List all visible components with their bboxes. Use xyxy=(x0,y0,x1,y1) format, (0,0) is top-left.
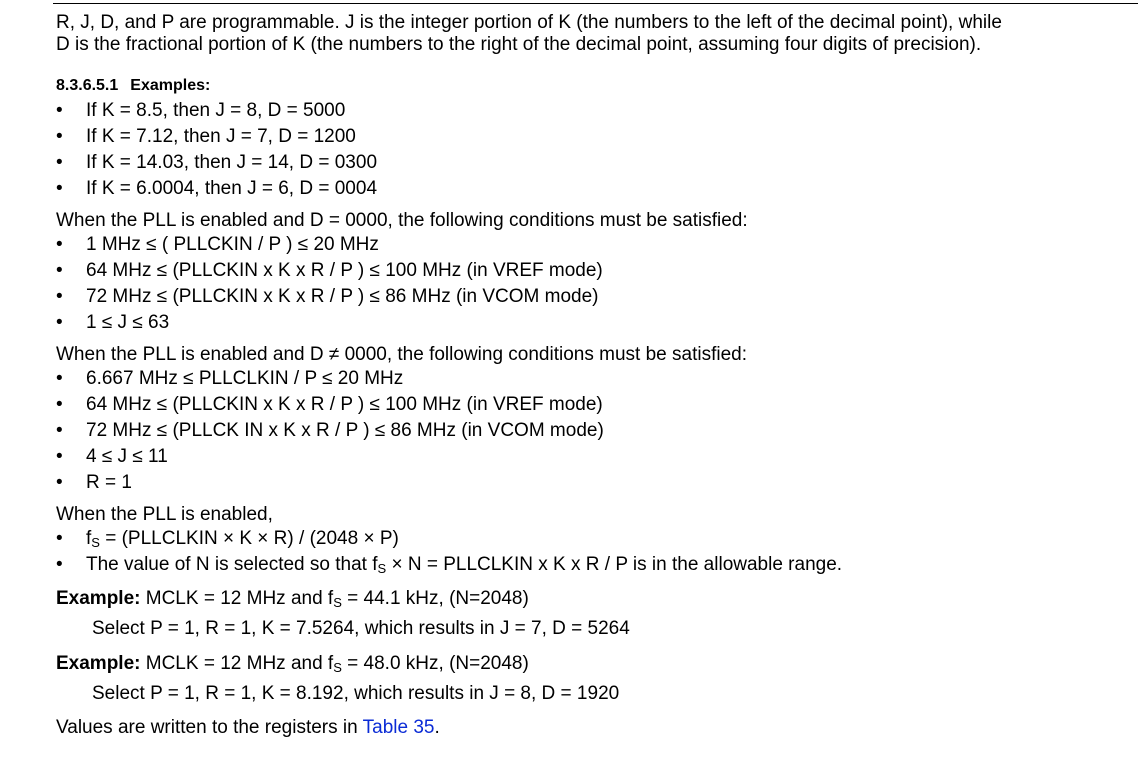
list-item-text: 64 MHz ≤ (PLLCKIN x K x R / P ) ≤ 100 MHz (in VREF mode) xyxy=(86,394,603,415)
closing-text: Values are written to the registers in xyxy=(56,717,363,738)
section-heading xyxy=(56,76,1126,96)
example-text: = 48.0 kHz, (N=2048) xyxy=(341,653,529,674)
example-label: Example: xyxy=(56,653,141,674)
enabled-list xyxy=(56,526,1126,578)
bullet-icon: • xyxy=(56,100,63,121)
fs-formula: = (PLLCLKIN × K × R) / (2048 × P) xyxy=(99,528,399,549)
bullet-icon: • xyxy=(56,312,63,333)
fs-symbol: f xyxy=(86,528,92,549)
fs-subscript: S xyxy=(377,561,387,576)
example-1 xyxy=(56,586,1126,616)
fs-subscript: S xyxy=(91,535,100,550)
bullet-icon: • xyxy=(56,152,63,173)
list-item-text: 72 MHz ≤ (PLLCKIN x K x R / P ) ≤ 86 MHz (in VCOM mode) xyxy=(86,286,599,307)
closing-line xyxy=(56,717,1126,739)
example-1-detail: Select P = 1, R = 1, K = 7.5264, which results in J = 7, D = 5264 xyxy=(92,618,630,639)
n-selection-rest: × N = PLLCLKIN x K x R / P is in the allowable range. xyxy=(386,554,843,575)
fs-subscript: S xyxy=(333,595,342,610)
list-item xyxy=(56,258,1126,284)
table-35-link[interactable]: Table 35 xyxy=(362,717,435,738)
bullet-icon: • xyxy=(56,286,63,307)
list-item xyxy=(56,310,1126,336)
list-item-text: 72 MHz ≤ (PLLCK IN x K x R / P ) ≤ 86 MHz (in VCOM mode) xyxy=(86,420,604,441)
example-2 xyxy=(56,651,1126,681)
bullet-icon: • xyxy=(56,554,63,575)
list-item-text: If K = 14.03, then J = 14, D = 0300 xyxy=(86,152,378,173)
bullet-icon: • xyxy=(56,420,63,441)
section-number: 8.3.6.5.1 xyxy=(56,77,119,94)
example-2-detail: Select P = 1, R = 1, K = 8.192, which results in J = 8, D = 1920 xyxy=(92,683,620,704)
intro-line-1: R, J, D, and P are programmable. J is the integer portion of K (the numbers to the left of the decimal point), while xyxy=(56,12,1002,33)
bullet-icon: • xyxy=(56,178,63,199)
list-item-text: 1 MHz ≤ ( PLLCKIN / P ) ≤ 20 MHz xyxy=(86,234,379,255)
n-selection-text: The value of N is selected so that f xyxy=(86,554,378,575)
header-rule xyxy=(53,3,1138,4)
closing-period: . xyxy=(434,717,440,738)
examples-list xyxy=(56,98,1126,202)
list-item xyxy=(56,418,1126,444)
list-item xyxy=(56,526,1126,552)
section-title: Examples: xyxy=(130,77,211,94)
list-item xyxy=(56,98,1126,124)
list-item-text: If K = 7.12, then J = 7, D = 1200 xyxy=(86,126,356,147)
example-text: = 44.1 kHz, (N=2048) xyxy=(341,588,529,609)
list-item-text: 1 ≤ J ≤ 63 xyxy=(86,312,170,333)
list-item-text: If K = 6.0004, then J = 6, D = 0004 xyxy=(86,178,378,199)
example-text: MCLK = 12 MHz and f xyxy=(140,588,334,609)
bullet-icon: • xyxy=(56,528,63,549)
example-label: Example: xyxy=(56,588,141,609)
list-item-text: If K = 8.5, then J = 8, D = 5000 xyxy=(86,100,346,121)
list-item xyxy=(56,150,1126,176)
list-item xyxy=(56,176,1126,202)
cond-zero-list xyxy=(56,232,1126,336)
intro-line-2: D is the fractional portion of K (the numbers to the right of the decimal point, assuming four digits of precision). xyxy=(56,34,982,55)
cond-nonzero-lead: When the PLL is enabled and D ≠ 0000, the following conditions must be satisfied: xyxy=(56,344,747,365)
document-page xyxy=(56,12,1126,739)
enabled-lead: When the PLL is enabled, xyxy=(56,504,273,525)
bullet-icon: • xyxy=(56,394,63,415)
example-text: MCLK = 12 MHz and f xyxy=(140,653,334,674)
bullet-icon: • xyxy=(56,126,63,147)
list-item-text: 6.667 MHz ≤ PLLCLKIN / P ≤ 20 MHz xyxy=(86,368,404,389)
list-item xyxy=(56,470,1126,496)
bullet-icon: • xyxy=(56,446,63,467)
list-item xyxy=(56,392,1126,418)
list-item xyxy=(56,552,1126,578)
bullet-icon: • xyxy=(56,260,63,281)
bullet-icon: • xyxy=(56,368,63,389)
list-item xyxy=(56,124,1126,150)
list-item xyxy=(56,366,1126,392)
list-item-text: 4 ≤ J ≤ 11 xyxy=(86,446,168,467)
list-item xyxy=(56,444,1126,470)
list-item-text: 64 MHz ≤ (PLLCKIN x K x R / P ) ≤ 100 MHz (in VREF mode) xyxy=(86,260,603,281)
cond-nonzero-list xyxy=(56,366,1126,496)
bullet-icon: • xyxy=(56,472,63,493)
list-item xyxy=(56,284,1126,310)
fs-subscript: S xyxy=(333,660,342,675)
list-item xyxy=(56,232,1126,258)
list-item-text: R = 1 xyxy=(86,472,132,493)
cond-zero-lead: When the PLL is enabled and D = 0000, the following conditions must be satisfied: xyxy=(56,210,748,231)
bullet-icon: • xyxy=(56,234,63,255)
